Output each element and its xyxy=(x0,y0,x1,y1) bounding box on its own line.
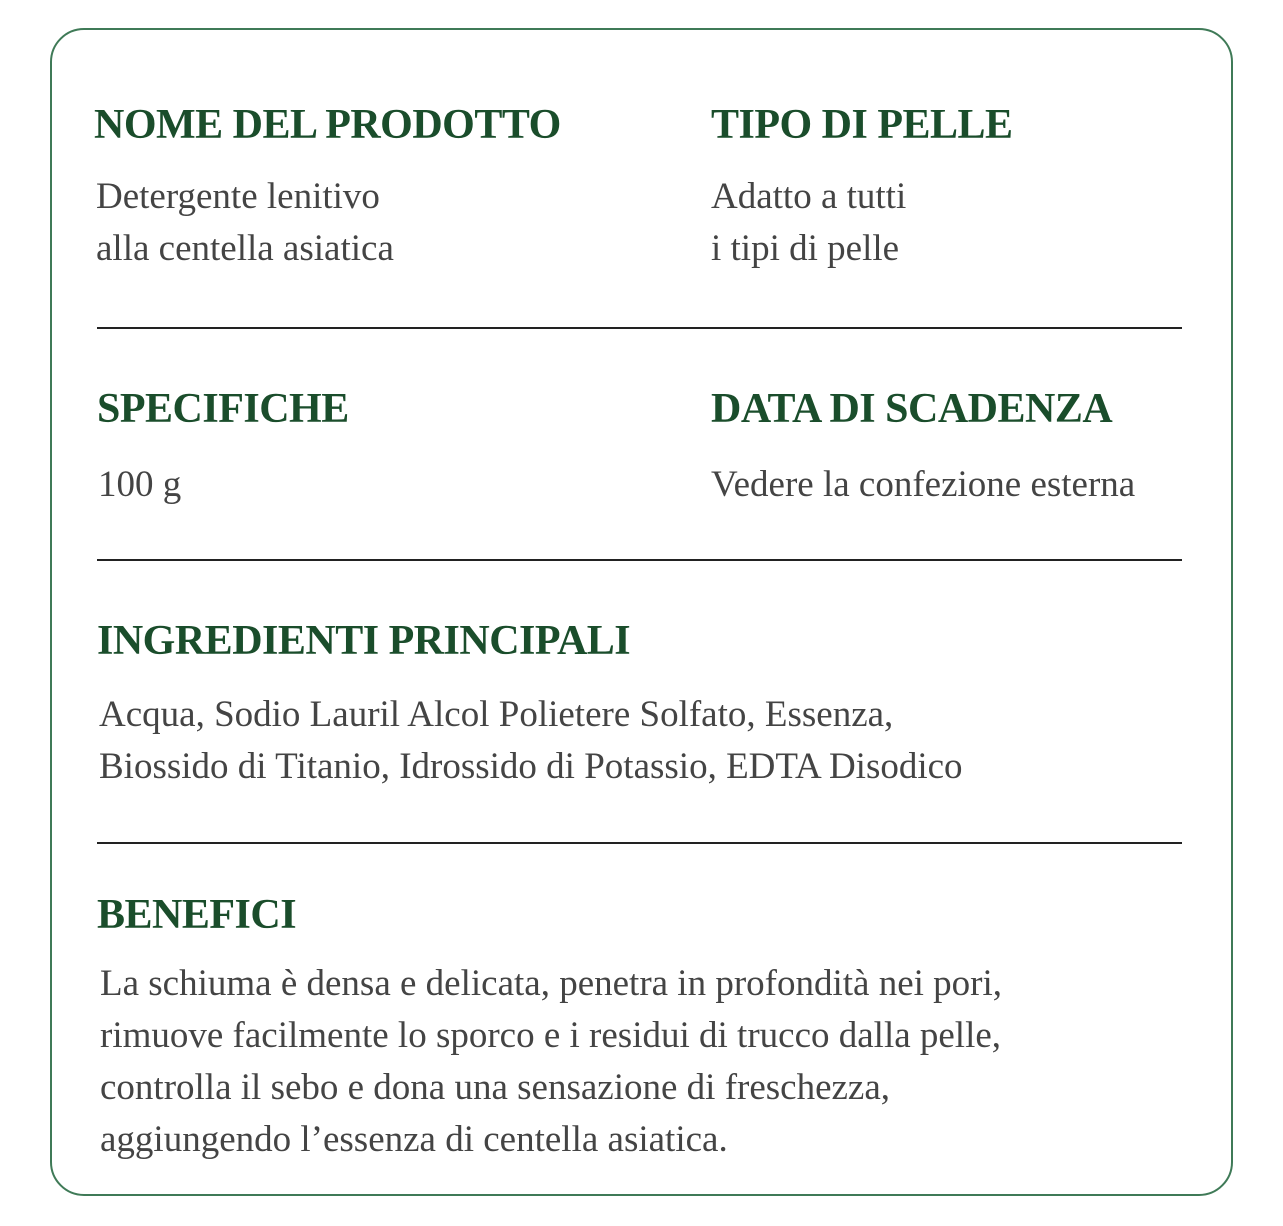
skin-type-line-2: i tipi di pelle xyxy=(711,228,900,269)
product-name-heading: NOME DEL PRODOTTO xyxy=(94,102,561,148)
ingredients-line-1: Acqua, Sodio Lauril Alcol Polietere Solfato, Essenza, xyxy=(99,694,894,735)
skin-type-value xyxy=(711,171,906,275)
specifications-heading: SPECIFICHE xyxy=(97,386,349,432)
product-name-line-1: Detergente lenitivo xyxy=(96,176,380,217)
divider-1 xyxy=(97,327,1182,329)
expiry-date-value: Vedere la confezione esterna xyxy=(711,464,1136,505)
ingredients-text xyxy=(99,689,963,793)
product-name-line-2: alla centella asiatica xyxy=(96,228,394,269)
product-name-value xyxy=(96,171,394,275)
benefits-line-4: aggiungendo l’essenza di centella asiatica. xyxy=(100,1119,728,1160)
ingredients-line-2: Biossido di Titanio, Idrossido di Potassio, EDTA Disodico xyxy=(99,746,963,787)
specifications-value: 100 g xyxy=(98,464,182,505)
skin-type-heading: TIPO DI PELLE xyxy=(711,102,1013,148)
benefits-line-2: rimuove facilmente lo sporco e i residui di trucco dalla pelle, xyxy=(100,1015,1002,1056)
benefits-heading: BENEFICI xyxy=(97,892,297,938)
skin-type-line-1: Adatto a tutti xyxy=(711,176,907,217)
benefits-line-1: La schiuma è densa e delicata, penetra in profondità nei pori, xyxy=(100,963,1003,1004)
divider-3 xyxy=(97,842,1182,844)
expiry-date-heading: DATA DI SCADENZA xyxy=(711,386,1113,432)
benefits-line-3: controlla il sebo e dona una sensazione di freschezza, xyxy=(100,1067,891,1108)
benefits-text xyxy=(100,958,1002,1166)
ingredients-heading: INGREDIENTI PRINCIPALI xyxy=(97,618,631,664)
divider-2 xyxy=(97,559,1182,561)
